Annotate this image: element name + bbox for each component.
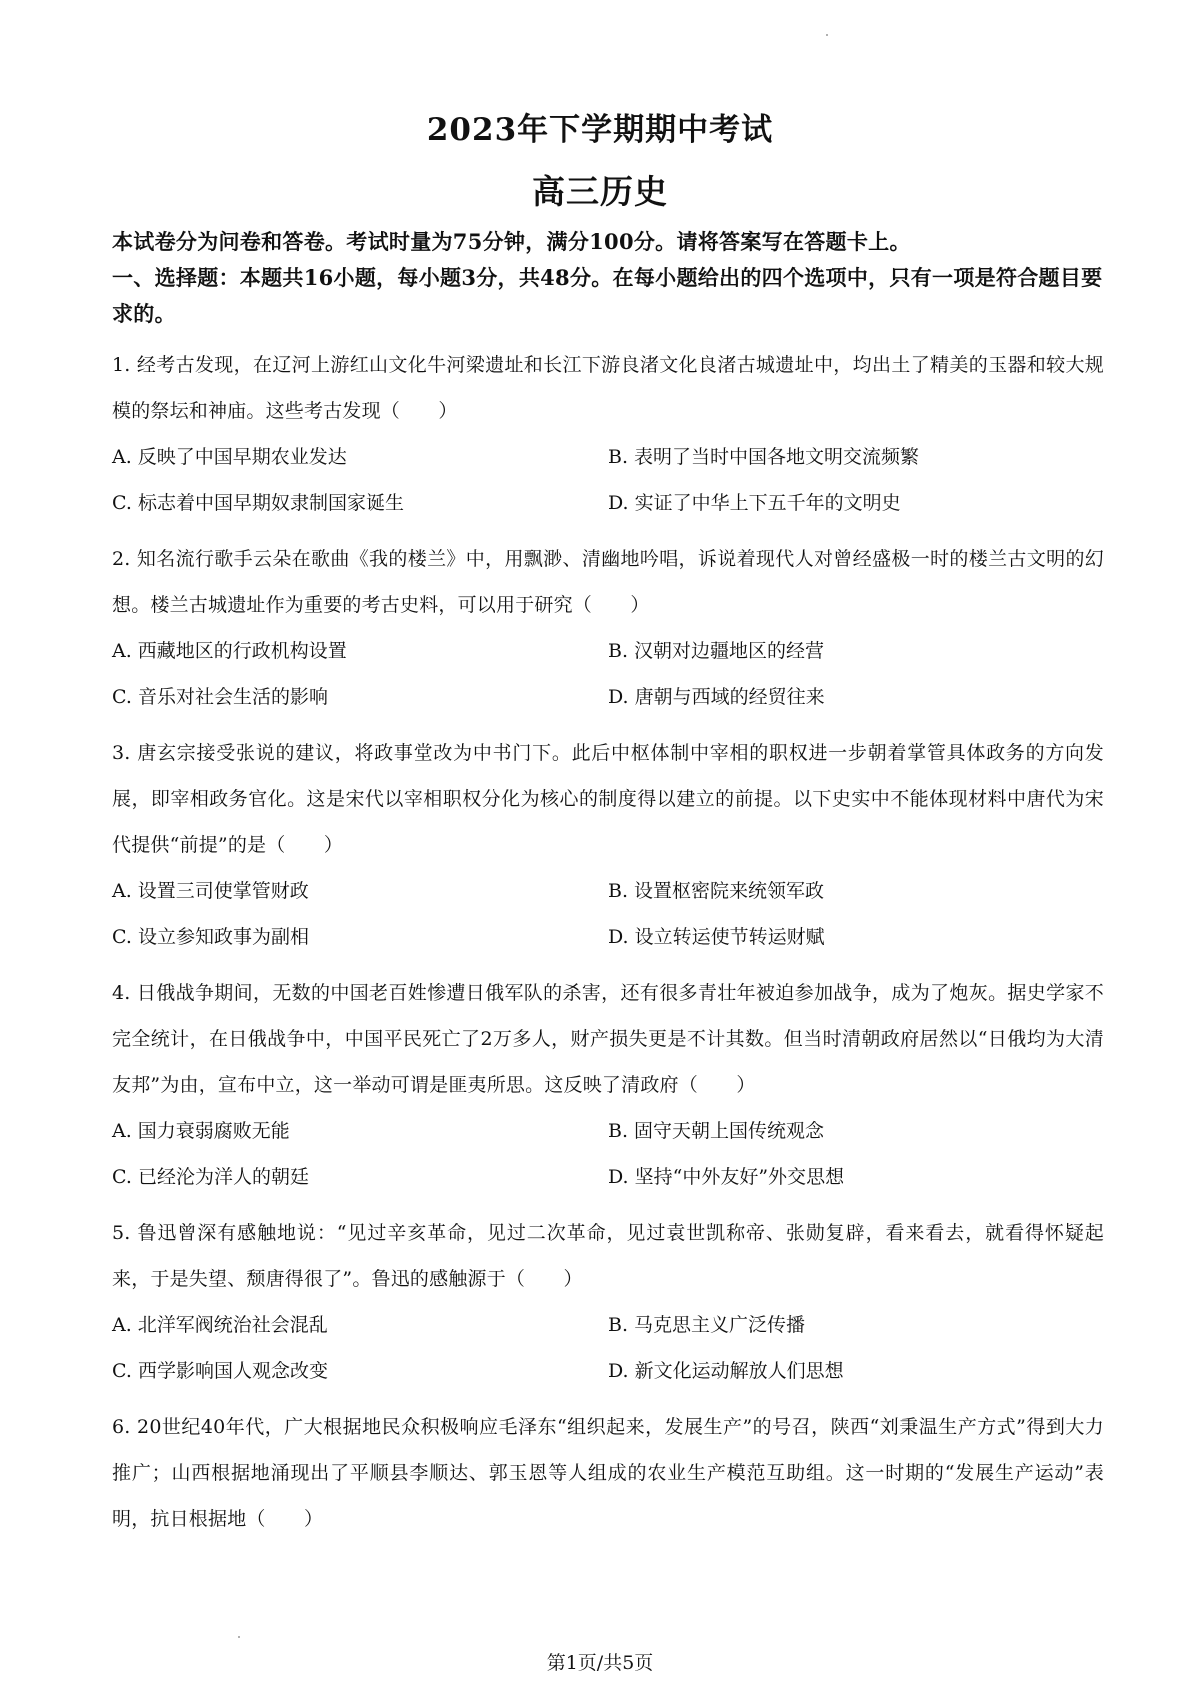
option-b: B. 固守天朝上国传统观念: [608, 1120, 825, 1142]
option-c: C. 已经沦为洋人的朝廷: [112, 1166, 309, 1188]
option-d: D. 新文化运动解放人们思想: [608, 1360, 844, 1382]
question-2: [112, 536, 1104, 720]
question-stem: 1. 经考古发现，在辽河上游红山文化牛河梁遗址和长江下游良渚文化良渚古城遗址中，均出土了精美的玉器和较大规模的祭坛和神庙。这些考古发现（ ）: [112, 354, 1104, 422]
question-3: [112, 730, 1104, 960]
option-d: D. 唐朝与西域的经贸往来: [608, 686, 825, 708]
question-5: [112, 1210, 1104, 1394]
question-stem: 6. 20世纪40年代，广大根据地民众积极响应毛泽东“组织起来，发展生产”的号召，陕西“刘秉温生产方式”得到大力推广；山西根据地涌现出了平顺县李顺达、郭玉恩等人组成的农业生产模范互助组。这一时期的“发展生产运动”表明，抗日根据地（ ）: [112, 1416, 1104, 1530]
question-6: [112, 1404, 1104, 1542]
question-options: [112, 434, 1104, 526]
option-b: B. 表明了当时中国各地文明交流频繁: [608, 446, 920, 468]
option-a: A. 设置三司使掌管财政: [112, 880, 309, 902]
exam-subject: 高三历史: [532, 172, 668, 211]
option-c: C. 标志着中国早期奴隶制国家诞生: [112, 492, 404, 514]
question-4: [112, 970, 1104, 1200]
section-one-instructions: 一、选择题：本题共16小题，每小题3分，共48分。在每小题给出的四个选项中，只有一项是符合题目要求的。: [112, 265, 1103, 326]
question-options: [112, 868, 1104, 960]
option-d: D. 设立转运使节转运财赋: [608, 926, 825, 948]
option-a: A. 国力衰弱腐败无能: [112, 1120, 290, 1142]
scan-speck: [238, 1636, 240, 1638]
question-stem: 2. 知名流行歌手云朵在歌曲《我的楼兰》中，用飘渺、清幽地吟唱，诉说着现代人对曾经盛极一时的楼兰古文明的幻想。楼兰古城遗址作为重要的考古史料，可以用于研究（ ）: [112, 548, 1104, 616]
question-stem: 4. 日俄战争期间，无数的中国老百姓惨遭日俄军队的杀害，还有很多青壮年被迫参加战争，成为了炮灰。据史学家不完全统计，在日俄战争中，中国平民死亡了2万多人，财产损失更是不计其数。但当时清朝政府居然以“日俄均为大清友邦”为由，宣布中立，这一举动可谓是匪夷所思。这反映了清政府（ ）: [112, 982, 1104, 1096]
question-options: [112, 1108, 1104, 1200]
question-1: [112, 342, 1104, 526]
option-b: B. 汉朝对边疆地区的经营: [608, 640, 825, 662]
exam-content: [112, 224, 1104, 1542]
option-a: A. 西藏地区的行政机构设置: [112, 640, 347, 662]
option-a: A. 北洋军阀统治社会混乱: [112, 1314, 328, 1336]
question-options: [112, 1302, 1104, 1394]
option-c: C. 音乐对社会生活的影响: [112, 686, 328, 708]
question-stem: 5. 鲁迅曾深有感触地说：“见过辛亥革命，见过二次革命，见过袁世凯称帝、张勋复辟，看来看去，就看得怀疑起来，于是失望、颓唐得很了”。鲁迅的感触源于（ ）: [112, 1222, 1104, 1290]
scan-speck: [826, 34, 828, 36]
exam-title: 2023年下学期期中考试: [426, 112, 774, 148]
question-stem: 3. 唐玄宗接受张说的建议，将政事堂改为中书门下。此后中枢体制中宰相的职权进一步朝着掌管具体政务的方向发展，即宰相政务官化。这是宋代以宰相职权分化为核心的制度得以建立的前提。以下史实中不能体现材料中唐代为宋代提供“前提”的是（ ）: [112, 742, 1104, 856]
option-b: B. 设置枢密院来统领军政: [608, 880, 825, 902]
option-a: A. 反映了中国早期农业发达: [112, 446, 347, 468]
option-c: C. 设立参知政事为副相: [112, 926, 309, 948]
option-d: D. 坚持“中外友好”外交思想: [608, 1166, 845, 1188]
page-number: 第1页/共5页: [546, 1652, 654, 1674]
question-options: [112, 628, 1104, 720]
option-d: D. 实证了中华上下五千年的文明史: [608, 492, 901, 514]
option-c: C. 西学影响国人观念改变: [112, 1360, 328, 1382]
option-b: B. 马克思主义广泛传播: [608, 1314, 806, 1336]
general-instructions: 本试卷分为问卷和答卷。考试时量为75分钟，满分100分。请将答案写在答题卡上。: [112, 229, 911, 254]
